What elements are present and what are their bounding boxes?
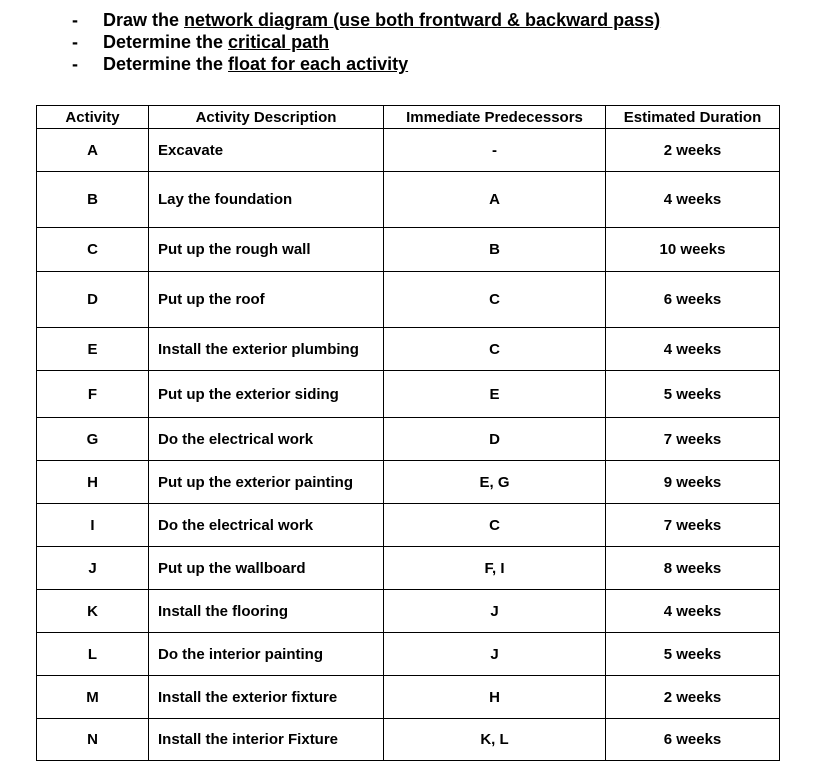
activity-cell: A — [37, 129, 149, 172]
predecessors-cell: C — [384, 272, 606, 328]
header-duration: Estimated Duration — [606, 106, 780, 129]
predecessors-cell: E, G — [384, 461, 606, 504]
activity-cell: I — [37, 504, 149, 547]
instruction-lead: Determine the — [103, 32, 229, 52]
duration-cell: 6 weeks — [606, 719, 780, 761]
bullet-dash: - — [72, 10, 78, 30]
table-row — [37, 328, 780, 371]
predecessors-cell: - — [384, 129, 606, 172]
predecessors-cell: E — [384, 371, 606, 418]
table-row — [37, 719, 780, 761]
predecessors-cell: C — [384, 328, 606, 371]
table-header-row — [37, 106, 780, 129]
duration-cell: 2 weeks — [606, 676, 780, 719]
table-row — [37, 461, 780, 504]
description-cell: Install the flooring — [149, 590, 384, 633]
header-activity: Activity — [37, 106, 149, 129]
header-predecessors: Immediate Predecessors — [384, 106, 606, 129]
duration-cell: 6 weeks — [606, 272, 780, 328]
activity-table — [36, 105, 780, 761]
bullet-dash: - — [72, 54, 78, 74]
table-row — [37, 633, 780, 676]
duration-cell: 7 weeks — [606, 418, 780, 461]
activity-cell: L — [37, 633, 149, 676]
table-row — [37, 418, 780, 461]
activity-cell: G — [37, 418, 149, 461]
duration-cell: 2 weeks — [606, 129, 780, 172]
predecessors-cell: F, I — [384, 547, 606, 590]
duration-cell: 8 weeks — [606, 547, 780, 590]
activity-cell: E — [37, 328, 149, 371]
instruction-text — [103, 31, 329, 53]
bullet-dash: - — [72, 32, 78, 52]
header-description: Activity Description — [149, 106, 384, 129]
table-row — [37, 590, 780, 633]
duration-cell: 4 weeks — [606, 172, 780, 228]
predecessors-cell: H — [384, 676, 606, 719]
duration-cell: 10 weeks — [606, 228, 780, 272]
description-cell: Excavate — [149, 129, 384, 172]
activity-cell: D — [37, 272, 149, 328]
description-cell: Install the interior Fixture — [149, 719, 384, 761]
predecessors-cell: D — [384, 418, 606, 461]
predecessors-cell: J — [384, 590, 606, 633]
description-cell: Install the exterior plumbing — [149, 328, 384, 371]
predecessors-cell: J — [384, 633, 606, 676]
instruction-underlined: float for each activity — [228, 54, 409, 74]
table-row — [37, 504, 780, 547]
instruction-lead: Determine the — [103, 54, 229, 74]
activity-cell: J — [37, 547, 149, 590]
table-row — [37, 547, 780, 590]
duration-cell: 5 weeks — [606, 371, 780, 418]
activity-cell: K — [37, 590, 149, 633]
duration-cell: 7 weeks — [606, 504, 780, 547]
instruction-lead: Draw the — [103, 10, 185, 30]
description-cell: Install the exterior fixture — [149, 676, 384, 719]
activity-cell: N — [37, 719, 149, 761]
description-cell: Put up the roof — [149, 272, 384, 328]
activity-cell: F — [37, 371, 149, 418]
predecessors-cell: K, L — [384, 719, 606, 761]
table-row — [37, 272, 780, 328]
instruction-underlined: critical path — [228, 32, 330, 52]
table-row — [37, 676, 780, 719]
predecessors-cell: C — [384, 504, 606, 547]
description-cell: Do the electrical work — [149, 418, 384, 461]
activity-cell: M — [37, 676, 149, 719]
description-cell: Do the electrical work — [149, 504, 384, 547]
instruction-text — [103, 53, 408, 75]
table-row — [37, 228, 780, 272]
description-cell: Put up the rough wall — [149, 228, 384, 272]
duration-cell: 4 weeks — [606, 590, 780, 633]
description-cell: Put up the wallboard — [149, 547, 384, 590]
duration-cell: 5 weeks — [606, 633, 780, 676]
instruction-text — [103, 9, 660, 31]
description-cell: Put up the exterior siding — [149, 371, 384, 418]
description-cell: Put up the exterior painting — [149, 461, 384, 504]
table-row — [37, 172, 780, 228]
description-cell: Do the interior painting — [149, 633, 384, 676]
table-row — [37, 371, 780, 418]
predecessors-cell: B — [384, 228, 606, 272]
activity-cell: B — [37, 172, 149, 228]
duration-cell: 4 weeks — [606, 328, 780, 371]
instruction-underlined: network diagram (use both frontward & backward pass) — [184, 10, 661, 30]
description-cell: Lay the foundation — [149, 172, 384, 228]
predecessors-cell: A — [384, 172, 606, 228]
activity-cell: C — [37, 228, 149, 272]
table-row — [37, 129, 780, 172]
duration-cell: 9 weeks — [606, 461, 780, 504]
activity-cell: H — [37, 461, 149, 504]
